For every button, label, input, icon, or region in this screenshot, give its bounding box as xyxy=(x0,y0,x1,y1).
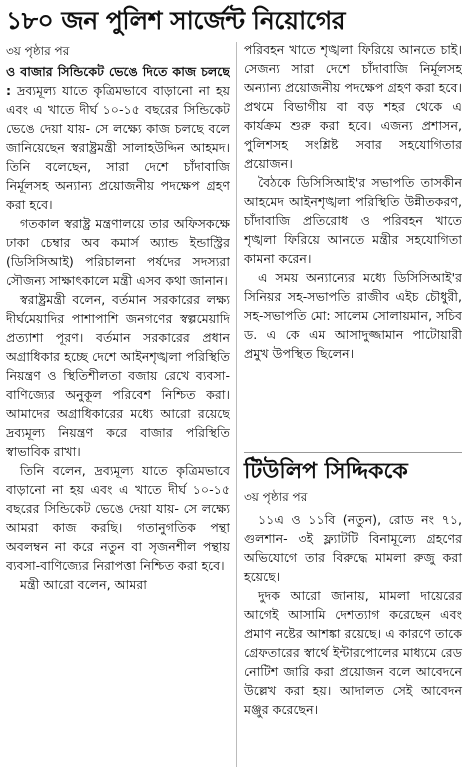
body-paragraph-3: স্বরাষ্ট্রমন্ত্রী বলেন, বর্তমান সরকারের লক্ষ্য দীর্ঘমেয়াদির পাশাপাশি জনগণের স্বল্পমেয়াদি প্রত্যাশা পূরণ। বর্তমান সরকারের প্রধান অগ্রাধিকার হচ্ছে দেশে আইনশৃঙ্খলা পরিস্থিতি নিয়ন্ত্রণ ও স্থিতিশীলতা বজায় রেখে ব্যবসা-বাণিজ্যের অনুকূল পরিবেশ নিশ্চিত করা। আমাদের অগ্রাধিকারের মধ্যে আরো রয়েছে দ্রব্যমূল্য নিয়ন্ত্রণ করে বাজার পরিস্থিতি স্বাভাবিক রাখা। xyxy=(6,292,230,459)
second-article-headline: টিউলিপ সিদ্দিককে xyxy=(244,452,462,487)
article-subhead: ও বাজার সিন্ডিকেট ভেঙে দিতে কাজ চলছে : xyxy=(6,64,230,98)
body-paragraph-2: গতকাল স্বরাষ্ট্র মন্ত্রণালয়ে তার অফিসকক্ষে ঢাকা চেম্বার অব কমার্স অ্যান্ড ইন্ডাস্ট্রির (ডিসিসিআই) পরিচালনা পর্ষদের সদস্যরা সৌজন্য সাক্ষাৎকালে মন্ত্রী এসব কথা জানান। xyxy=(6,216,230,288)
right-paragraph-3: এ সময় অন্যান্যের মধ্যে ডিসিসিআই'র সিনিয়র সহ-সভাপতি রাজীব এইচ চৌধুরী, সহ-সভাপতি মো: সালেম সোলায়মান, সচিব ড. এ কে এম আসাদুজ্জামান পাটোয়ারী প্রমুখ উপস্থিত ছিলেন। xyxy=(244,270,462,361)
right-paragraph-1: পরিবহন খাতে শৃঙ্খলা ফিরিয়ে আনতে চাই। সেজন্য সারা দেশে চাঁদাবাজি নির্মূলসহ অন্যান্য প্রয়োজনীয় পদক্ষেপ গ্রহণ করা হবে। প্রথমে বিভাগীয় বা বড় শহর থেকে এ কার্যক্রম শুরু করা হবে। এজন্য প্রশাসন, পুলিশসহ সংশ্লিষ্ট সবার সহযোগিতার প্রয়োজন। xyxy=(244,42,462,171)
right-paragraph-2: বৈঠকে ডিসিসিআই'র সভাপতি তাসকীন আহমেদ আইনশৃঙ্খলা পরিস্থিতি উন্নীতকরণ, চাঁদাবাজি প্রতিরোধ ও পরিবহন খাতে শৃঙ্খলা ফিরিয়ে আনতে মন্ত্রীর সহযোগিতা কামনা করেন। xyxy=(244,175,462,266)
lead-paragraph xyxy=(6,62,230,214)
lead-text: দ্রব্যমূল্য যাতে কৃত্রিমভাবে বাড়ানো না হয় এবং এ খাতে দীর্ঘ ১০-১৫ বছরের সিন্ডিকেট ভেঙে দেয়া যায়- সে লক্ষ্যে কাজ চলছে বলে জানিয়েছেন স্বরাষ্ট্রমন্ত্রী সালাহউদ্দিন আহমদ। তিনি বলেছেন, সারা দেশে চাঁদাবাজি নির্মূলসহ অন্যান্য প্রয়োজনীয় পদক্ষেপ গ্রহণ করা হবে। xyxy=(6,83,230,212)
second-paragraph-1: ১১এ ও ১১বি (নতুন), রোড নং ৭১, গুলশান- ৩ই ফ্ল্যাটটি বিনামূল্যে গ্রহণের অভিযোগে তার বিরুদ্ধে মামলা রুজু করা হয়েছে। xyxy=(244,512,462,584)
second-paragraph-2: দুদক আরো জানায়, মামলা দায়েরের আগেই আসামি দেশত্যাগ করেছেন এবং প্রমাণ নষ্টের আশঙ্কা রয়েছে। এ কারণে তাকে গ্রেফতারের স্বার্থে ইন্টারপোলের মাধ্যমে রেড নোটিশ জারি করা প্রয়োজন বলে আবেদনে উল্লেখ করা হয়। আদালত সেই আবেদন মঞ্জুর করেছেন। xyxy=(244,588,462,717)
body-paragraph-4: তিনি বলেন, দ্রব্যমূল্য যাতে কৃত্রিমভাবে বাড়ানো না হয় এবং এ খাতে দীর্ঘ ১০-১৫ বছরের সিন্ডিকেট ভেঙে দেয়া যায়- সে লক্ষ্যে আমরা কাজ করছি। গতানুগতিক পন্থা অবলম্বন না করে নতুন বা সৃজনশীল পন্থায় ব্যবসা-বাণিজ্যের নিরাপত্তা নিশ্চিত করা হবে। xyxy=(6,463,230,573)
page-headline: ১৮০ জন পুলিশ সার্জেন্ট নিয়োগের xyxy=(6,6,345,35)
continued-from-label: ৩য় পৃষ্ঠার পর xyxy=(6,44,70,58)
second-article xyxy=(244,452,462,719)
left-column xyxy=(6,42,230,772)
column-divider xyxy=(236,42,237,767)
body-paragraph-5: মন্ত্রী আরো বলেন, আমরা xyxy=(20,577,147,592)
second-continued-from-label: ৩য় পৃষ্ঠার পর xyxy=(244,490,308,504)
